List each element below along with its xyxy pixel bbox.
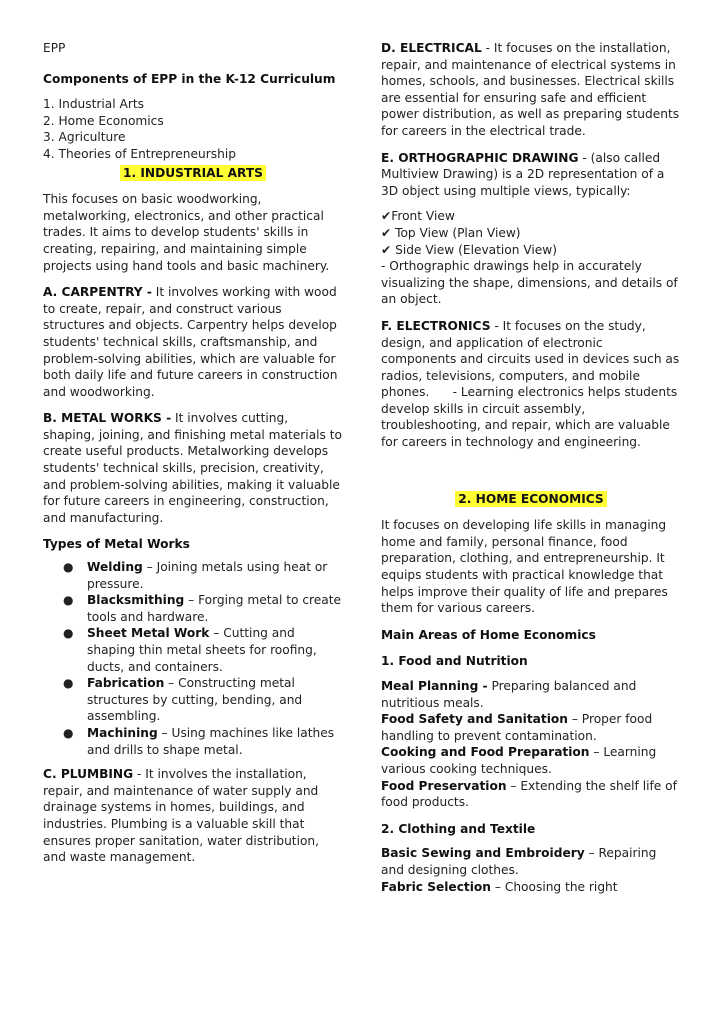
orthographic-paragraph xyxy=(381,150,681,200)
clothing-items xyxy=(381,845,681,895)
electrical-title: D. ELECTRICAL xyxy=(381,41,482,55)
industrial-arts-intro: This focuses on basic woodworking, metalworking, electronics, and other practical trades. It aims to develop students' skills in creating, repairing, and maintaining simple projects using hand tools and basic machinery. xyxy=(43,192,330,273)
industrial-arts-heading-text: 1. INDUSTRIAL ARTS xyxy=(120,165,266,181)
list-desc: Preparing balanced and nutritious meals. xyxy=(381,679,637,710)
list-item xyxy=(43,675,343,725)
metal-works-paragraph xyxy=(43,410,343,526)
industrial-arts-heading xyxy=(43,165,343,182)
bullet-icon: ● xyxy=(63,725,74,740)
list-desc: – Joining metals using heat or pressure. xyxy=(87,560,328,591)
list-item xyxy=(43,592,343,625)
doc-heading: Components of EPP in the K-12 Curriculum xyxy=(43,71,336,86)
list-item: ✔ Side View (Elevation View) xyxy=(381,242,558,257)
food-nutrition-heading: 1. Food and Nutrition xyxy=(381,654,528,669)
views-list xyxy=(381,208,681,258)
component-item: 3. Agriculture xyxy=(43,130,126,145)
list-term: Welding xyxy=(87,560,143,575)
main-areas-heading: Main Areas of Home Economics xyxy=(381,627,596,642)
left-column xyxy=(43,40,343,866)
plumbing-paragraph xyxy=(43,766,343,866)
list-desc: – Learning various cooking techniques. xyxy=(381,745,657,776)
list-term: Fabric Selection xyxy=(381,879,491,894)
electronics-text: - It focuses on the study, design, and application of electronic components and circuits used in devices such as radios, televisions, computers, and mobile phones. - Learning electronics helps students develop skills in circuit assembly, troubleshooting, and repair, which are valuable for careers in technology and engineering. xyxy=(381,318,684,450)
list-term: Food Safety and Sanitation xyxy=(381,712,568,727)
list-item xyxy=(381,879,681,896)
list-item xyxy=(381,711,681,744)
carpentry-title: A. CARPENTRY - xyxy=(43,285,152,300)
list-term: Fabrication xyxy=(87,676,165,691)
list-desc: – Cutting and shaping thin metal sheets for roofing, ducts, and containers. xyxy=(87,626,317,674)
list-desc: – Choosing the right xyxy=(490,879,618,894)
list-item xyxy=(43,725,343,758)
list-item xyxy=(381,744,681,777)
right-column xyxy=(381,40,684,895)
component-item: 1. Industrial Arts xyxy=(43,97,145,112)
electrical-paragraph xyxy=(381,40,681,140)
list-desc: – Constructing metal structures by cutting, bending, and assembling. xyxy=(87,676,303,724)
bullet-icon: ● xyxy=(63,560,74,575)
list-item xyxy=(381,845,681,878)
list-desc: – Proper food handling to prevent contamination. xyxy=(381,712,653,743)
list-desc: – Extending the shelf life of food products. xyxy=(381,778,677,810)
types-heading: Types of Metal Works xyxy=(43,537,190,552)
home-economics-intro: It focuses on developing life skills in managing home and family, personal finance, food preparation, clothing, and entrepreneurship. It equips students with practical knowledge that helps improve their quality of life and prepares them for various careers. xyxy=(381,518,668,616)
list-term: Basic Sewing and Embroidery xyxy=(381,846,585,861)
metal-works-title: B. METAL WORKS - xyxy=(43,411,172,426)
list-term: Cooking and Food Preparation xyxy=(381,745,590,760)
component-item: 2. Home Economics xyxy=(43,113,164,128)
list-term: Machining xyxy=(87,725,158,740)
metal-works-list xyxy=(43,559,343,758)
home-economics-heading-text: 2. HOME ECONOMICS xyxy=(455,491,606,507)
plumbing-text: - It involves the installation, repair, and maintenance of water supply and drainage systems in homes, buildings, and industries. Plumbing is a valuable skill that ensures proper sanitation, water distribution, and waste management. xyxy=(43,767,320,865)
bullet-icon: ● xyxy=(63,626,74,641)
components-list xyxy=(43,96,343,162)
orthographic-text: - (also called Multiview Drawing) is a 2D representation of a 3D object using multiple views, typically: xyxy=(381,150,665,198)
home-economics-heading xyxy=(381,491,681,508)
electronics-paragraph xyxy=(381,318,684,451)
list-item xyxy=(381,678,681,711)
list-desc: – Repairing and designing clothes. xyxy=(381,846,657,877)
bullet-icon: ● xyxy=(63,676,74,691)
metal-works-text: It involves cutting, shaping, joining, and finishing metal materials to create useful products. Metalworking develops students' technical skills, precision, creativity, and problem-solving abilities, making it valuable for future careers in engineering, construction, and manufacturing. xyxy=(43,411,343,525)
list-term: Meal Planning - xyxy=(381,679,488,693)
orthographic-title: E. ORTHOGRAPHIC DRAWING xyxy=(381,150,579,165)
list-item: ✔ Top View (Plan View) xyxy=(381,225,521,240)
list-term: Blacksmithing xyxy=(87,593,185,608)
clothing-textile-heading: 2. Clothing and Textile xyxy=(381,821,536,836)
list-item xyxy=(43,625,343,675)
list-term: Sheet Metal Work xyxy=(87,626,210,641)
list-term: Food Preservation xyxy=(381,778,507,793)
list-desc: – Using machines like lathes and drills to shape metal. xyxy=(87,725,335,757)
electrical-text: - It focuses on the installation, repair, and maintenance of electrical systems in homes, schools, and businesses. Electrical skills are essential for ensuring safe and efficient power distribution, as well as preparing students for careers in the electrical trade. xyxy=(381,41,680,138)
electronics-title: F. ELECTRONICS xyxy=(381,318,491,333)
section-spacer xyxy=(381,451,681,489)
bullet-icon: ● xyxy=(63,593,74,608)
food-items xyxy=(381,678,681,811)
doc-label: EPP xyxy=(43,41,66,55)
component-item: 4. Theories of Entrepreneurship xyxy=(43,146,236,161)
list-item xyxy=(381,778,681,811)
carpentry-text: It involves working with wood to create, repair, and construct various structures and objects. Carpentry helps develop students' technical skills, craftsmanship, and problem-solving abilities, which are valuable for both daily life and future careers in construction and woodworking. xyxy=(43,285,338,399)
list-desc: – Forging metal to create tools and hardware. xyxy=(87,593,342,624)
plumbing-title: C. PLUMBING xyxy=(43,767,134,782)
carpentry-paragraph xyxy=(43,284,343,400)
orthographic-note: - Orthographic drawings help in accurately visualizing the shape, dimensions, and details of an object. xyxy=(381,259,678,307)
list-item xyxy=(43,559,343,592)
list-item: ✔Front View xyxy=(381,209,455,224)
